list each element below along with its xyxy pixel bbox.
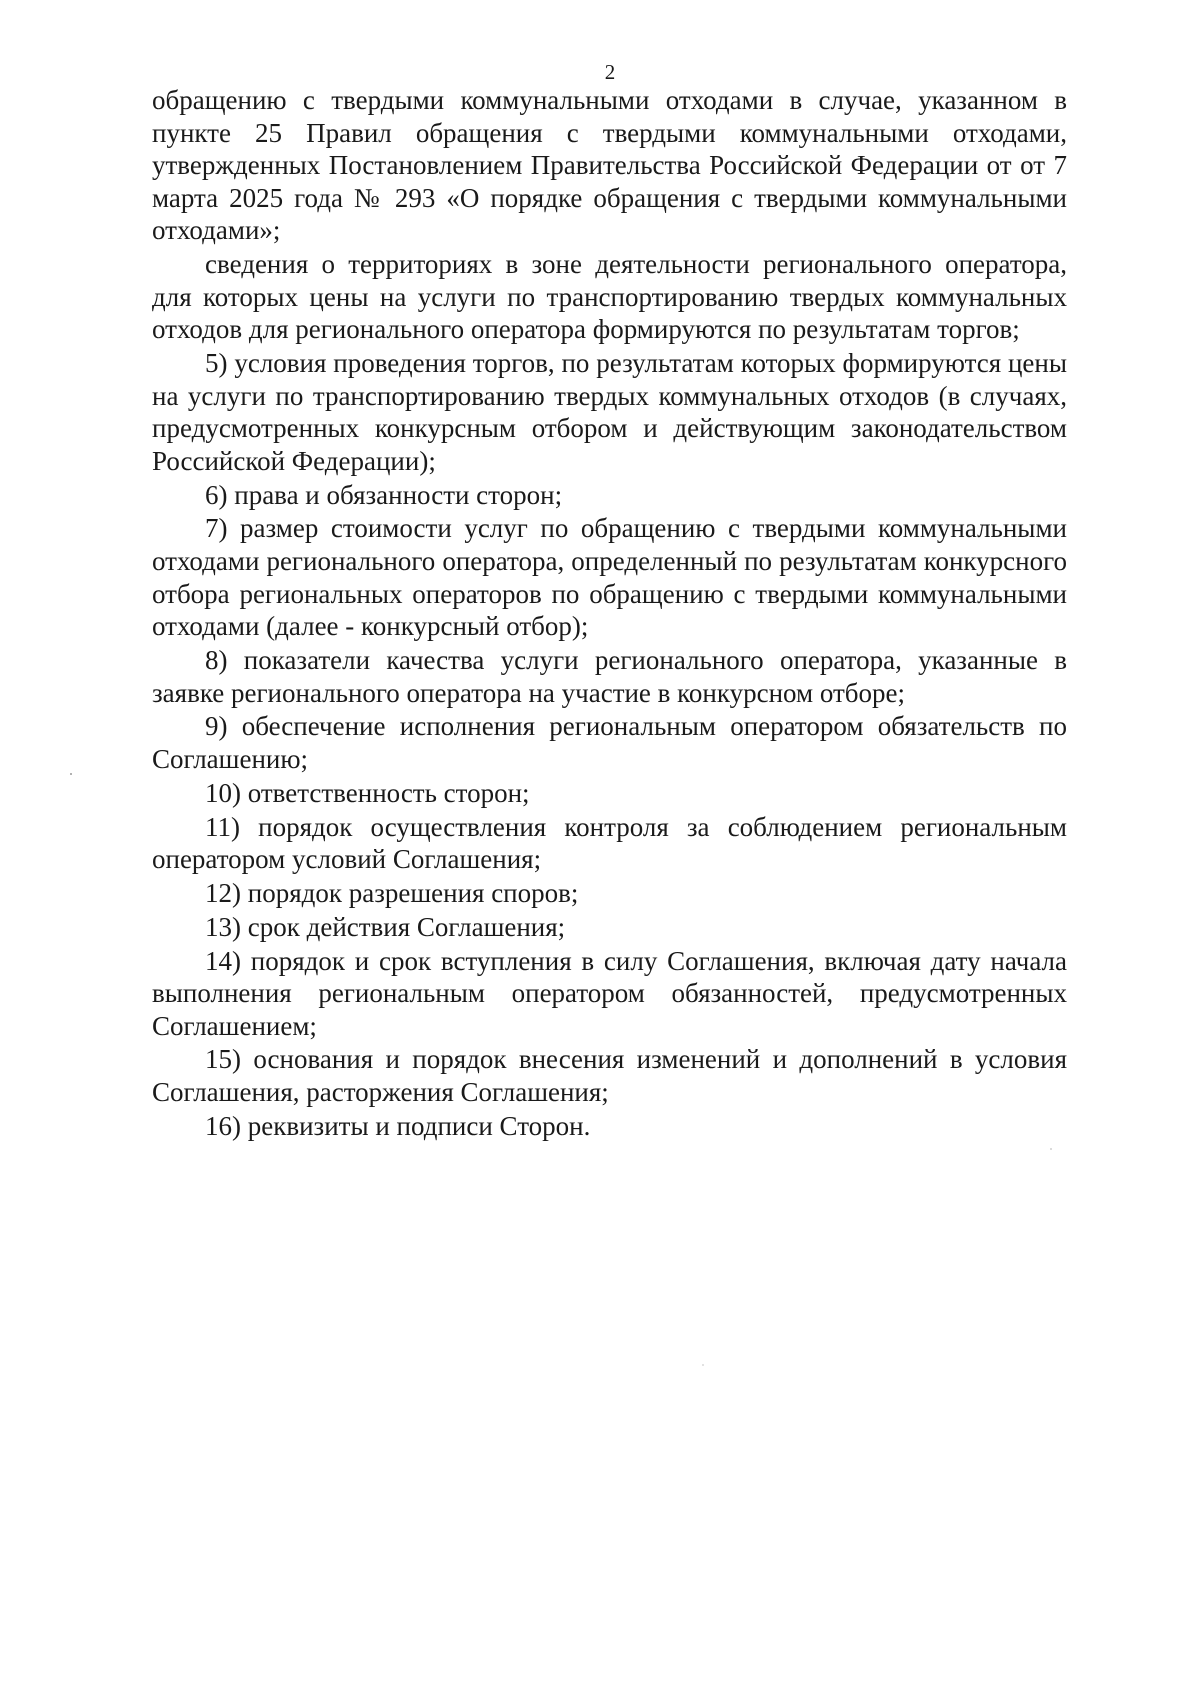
document-body	[152, 84, 1067, 1142]
list-item-8: 8) показатели качества услуги регионального оператора, указанные в заявке регионального оператора на участие в конкурсном отборе;	[152, 645, 1067, 708]
scan-speck	[70, 773, 72, 775]
list-item-11: 11) порядок осуществления контроля за соблюдением региональным оператором условий Соглашения;	[152, 811, 1067, 875]
list-item-6: 6) права и обязанности сторон;	[205, 479, 563, 510]
paragraph-continuation: обращению с твердыми коммунальными отходами в случае, указанном в пункте 25 Правил обращения с твердыми коммунальными отходами, утвержденных Постановлением Правительства Российской Федерации от от 7 марта 2025 года № 293 «О порядке обращения с твердыми коммунальными отходами»;	[152, 85, 1067, 246]
scan-speck	[702, 1364, 704, 1366]
list-item-7: 7) размер стоимости услуг по обращению с твердыми коммунальными отходами регионального оператора, определенный по результатам конкурсного отбора региональных операторов по обращению с твердыми коммунальными отходами (далее - конкурсный отбор);	[152, 513, 1067, 642]
page-number: 2	[604, 60, 616, 84]
paragraph-territories: сведения о территориях в зоне деятельности регионального оператора, для которых цены на услуги по транспортированию твердых коммунальных отходов для регионального оператора формируются по результатам торгов;	[152, 249, 1067, 345]
list-item-9: 9) обеспечение исполнения региональным оператором обязательств по Соглашению;	[152, 711, 1067, 774]
list-item-12: 12) порядок разрешения споров;	[205, 877, 579, 908]
list-item-16: 16) реквизиты и подписи Сторон.	[205, 1110, 591, 1141]
list-item-13: 13) срок действия Соглашения;	[205, 911, 566, 942]
list-item-14: 14) порядок и срок вступления в силу Соглашения, включая дату начала выполнения региональным оператором обязанностей, предусмотренных Соглашением;	[152, 945, 1067, 1041]
list-item-5: 5) условия проведения торгов, по результатам которых формируются цены на услуги по транспортированию твердых коммунальных отходов (в случаях, предусмотренных конкурсным отбором и действующим законодательством Российской Федерации);	[152, 348, 1067, 476]
list-item-15: 15) основания и порядок внесения изменений и дополнений в условия Соглашения, расторжения Соглашения;	[152, 1044, 1067, 1108]
scan-speck	[1050, 1148, 1052, 1150]
list-item-10: 10) ответственность сторон;	[205, 777, 530, 808]
